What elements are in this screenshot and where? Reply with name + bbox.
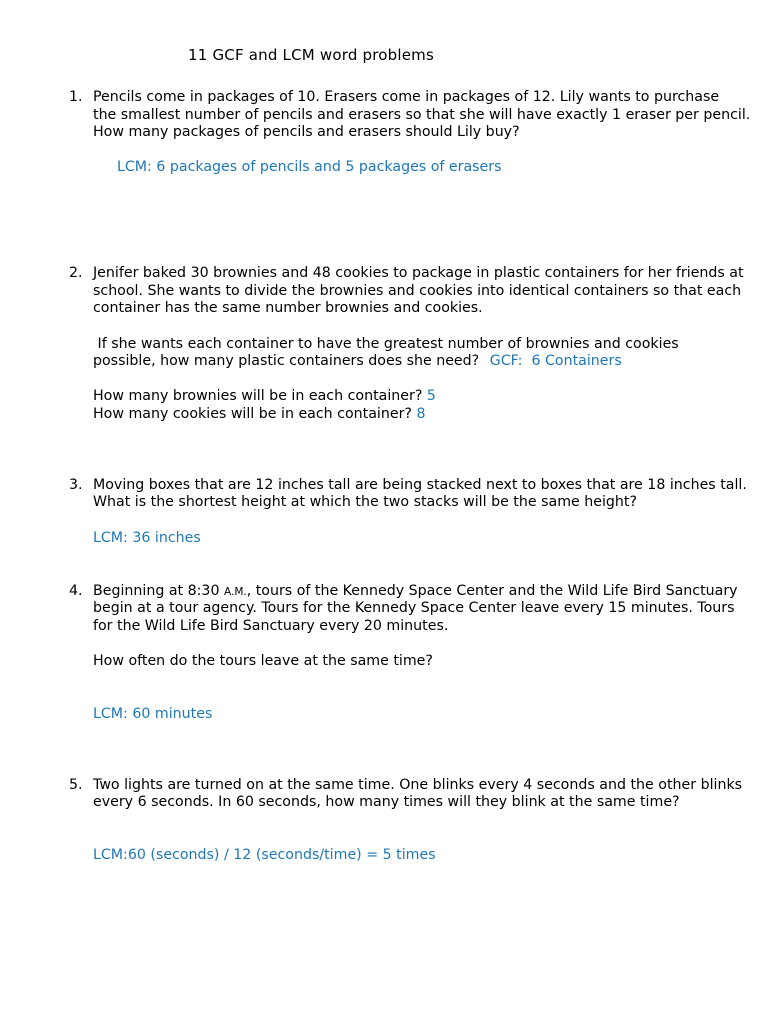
problem-1-number: 1. bbox=[69, 89, 83, 105]
problem-2-line: Jenifer baked 30 brownies and 48 cookies to package in plastic containers for her friends at bbox=[93, 265, 744, 281]
problem-5-line: every 6 seconds. In 60 seconds, how many times will they blink at the same time? bbox=[93, 794, 680, 811]
problem-4-answer: LCM: 60 minutes bbox=[93, 705, 213, 722]
page-title: 11 GCF and LCM word problems bbox=[188, 46, 434, 64]
problem-3-answer: LCM: 36 inches bbox=[93, 529, 201, 546]
problem-2-question-1-text: possible, how many plastic containers does she need? bbox=[93, 353, 480, 369]
problem-2-question-3 bbox=[93, 406, 733, 424]
problem-4-line-1-post: , tours of the Kennedy Space Center and the Wild Life Bird Sanctuary bbox=[246, 582, 738, 599]
problem-3-number: 3. bbox=[69, 476, 83, 493]
problem-4-number: 4. bbox=[69, 582, 83, 599]
problem-4-line-1-am: A.M. bbox=[223, 585, 247, 598]
problem-2-number: 2. bbox=[69, 265, 83, 281]
problem-2-line: school. She wants to divide the brownies and cookies into identical containers so that each bbox=[93, 282, 742, 299]
problem-2-question-2 bbox=[93, 388, 733, 406]
problem-4-line: begin at a tour agency. Tours for the Kennedy Space Center leave every 15 minutes. Tours bbox=[93, 600, 735, 617]
problem-5-number: 5. bbox=[69, 776, 83, 793]
problem-4-line-1-pre: Beginning at 8:30 bbox=[93, 582, 224, 599]
problem-2-answer-1: GCF: 6 Containers bbox=[489, 353, 622, 369]
problem-2-question-1: If she wants each container to have the greatest number of brownies and cookies bbox=[93, 335, 679, 352]
problem-4-question: How often do the tours leave at the same time? bbox=[93, 652, 433, 669]
problem-5-line: Two lights are turned on at the same time. One blinks every 4 seconds and the other blinks bbox=[93, 776, 743, 793]
problem-1-line: How many packages of pencils and erasers should Lily buy? bbox=[93, 124, 520, 141]
problem-2-line: container has the same number brownies and cookies. bbox=[93, 300, 483, 317]
problem-2-answer-2: 5 bbox=[426, 388, 436, 404]
problem-1-line: Pencils come in packages of 10. Erasers come in packages of 12. Lily wants to purchase bbox=[93, 89, 720, 105]
problem-2-question-3-text: How many cookies will be in each container? bbox=[93, 405, 412, 422]
problem-1-line: the smallest number of pencils and erasers so that she will have exactly 1 eraser per pencil. bbox=[93, 106, 751, 123]
problem-1-answer: LCM: 6 packages of pencils and 5 packages of erasers bbox=[117, 159, 502, 175]
problem-2-question-2-text: How many brownies will be in each container? bbox=[93, 388, 423, 404]
problem-2-answer-3: 8 bbox=[416, 405, 426, 422]
problem-5-answer: LCM:60 (seconds) / 12 (seconds/time) = 5 times bbox=[93, 846, 436, 863]
problem-4-line-1 bbox=[93, 582, 738, 602]
problem-2-question-1-cont bbox=[93, 353, 733, 371]
problem-3-line: What is the shortest height at which the two stacks will be the same height? bbox=[93, 494, 638, 511]
problem-4-line: for the Wild Life Bird Sanctuary every 20 minutes. bbox=[93, 617, 449, 634]
problem-3-line: Moving boxes that are 12 inches tall are being stacked next to boxes that are 18 inches tall. bbox=[93, 476, 747, 493]
